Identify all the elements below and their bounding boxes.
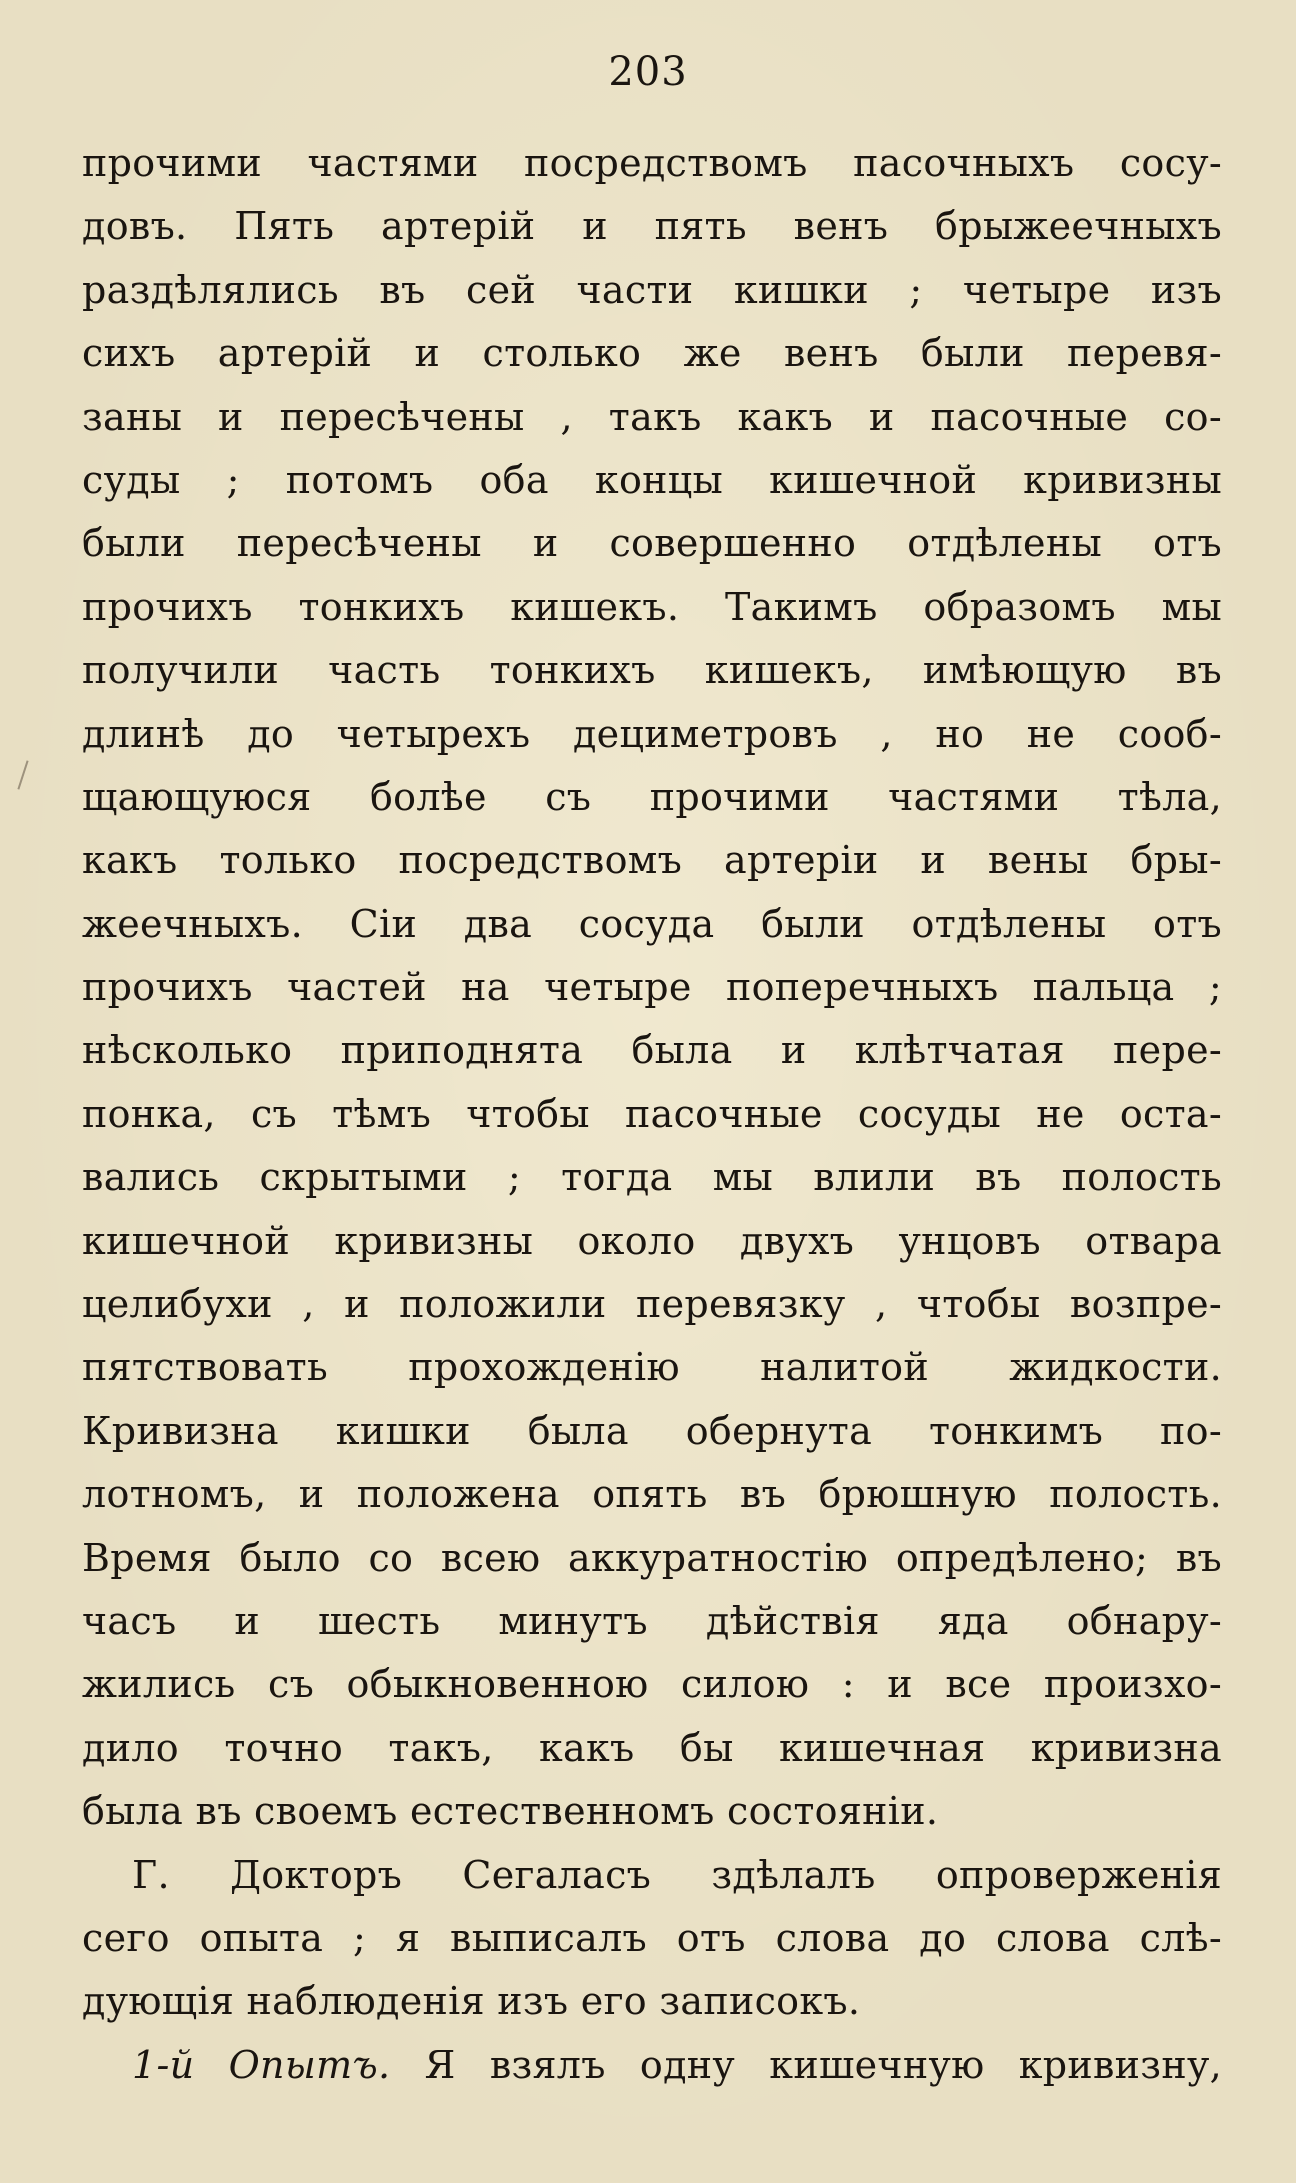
text-line: прочихъ частей на четыре поперечныхъ пальца ;	[82, 965, 1222, 1010]
experiment-line	[82, 2034, 1222, 2097]
text-line: длинѣ до четырехъ дециметровъ , но не сооб-	[82, 711, 1222, 756]
text-line: целибухи , и положили перевязку , чтобы возпре-	[82, 1282, 1222, 1327]
text-line: жились съ обыкновенною силою : и все произхо-	[82, 1662, 1222, 1707]
text-line: суды ; потомъ оба концы кишечной кривизны	[82, 457, 1222, 502]
text-line: получили часть тонкихъ кишекъ, имѣющую въ	[82, 648, 1222, 693]
text-line: понка, съ тѣмъ чтобы пасочные сосуды не оста-	[82, 1091, 1222, 1136]
text-line: жеечныхъ. Сіи два сосуда были отдѣлены отъ	[82, 901, 1222, 946]
experiment-label: 1-й Опытъ.	[132, 2042, 391, 2087]
body-text	[82, 132, 1222, 2097]
text-line: вались скрытыми ; тогда мы влили въ полость	[82, 1155, 1222, 1200]
experiment-text: Я взялъ одну кишечную кривизну,	[390, 2042, 1223, 2087]
paragraph-first-line: Г. Докторъ Сегаласъ здѣлалъ опроверженія	[132, 1852, 1222, 1897]
text-line: довъ. Пять артерій и пять венъ брыжеечныхъ	[82, 204, 1222, 249]
text-line: какъ только посредствомъ артеріи и вены бры-	[82, 838, 1222, 883]
text-line: Время было со всею аккуратностію опредѣлено; въ	[82, 1535, 1222, 1580]
text-line: часъ и шесть минутъ дѣйствія яда обнару-	[82, 1598, 1222, 1643]
text-line: прочихъ тонкихъ кишекъ. Такимъ образомъ мы	[82, 584, 1222, 629]
text-line: раздѣлялись въ сей части кишки ; четыре изъ	[82, 267, 1222, 312]
text-line: пятствовать прохожденію налитой жидкости.	[82, 1345, 1222, 1390]
text-line: щающуюся болѣе съ прочими частями тѣла,	[82, 774, 1222, 819]
text-line: нѣсколько приподнята была и клѣтчатая пере-	[82, 1028, 1222, 1073]
margin-pencil-mark	[17, 760, 28, 789]
text-line: заны и пересѣчены , такъ какъ и пасочные со-	[82, 394, 1222, 439]
text-line: были пересѣчены и совершенно отдѣлены отъ	[82, 521, 1222, 566]
text-line: Кривизна кишки была обернута тонкимъ по-	[82, 1408, 1222, 1453]
text-line: сего опыта ; я выписалъ отъ слова до слова слѣ-	[82, 1915, 1222, 1960]
text-line: сихъ артерій и столько же венъ были перевя-	[82, 331, 1222, 376]
text-line: прочими частями посредствомъ пасочныхъ сосу-	[82, 141, 1222, 185]
text-line: кишечной кривизны около двухъ унцовъ отвара	[82, 1218, 1222, 1263]
page-number: 203	[608, 49, 688, 95]
text-line: дило точно такъ, какъ бы кишечная кривизна	[82, 1725, 1222, 1770]
text-line: дующія наблюденія изъ его записокъ.	[82, 1979, 861, 2024]
text-line: лотномъ, и положена опять въ брюшную полость.	[82, 1472, 1222, 1517]
text-line: была въ своемъ естественномъ состояніи.	[82, 1789, 939, 1834]
